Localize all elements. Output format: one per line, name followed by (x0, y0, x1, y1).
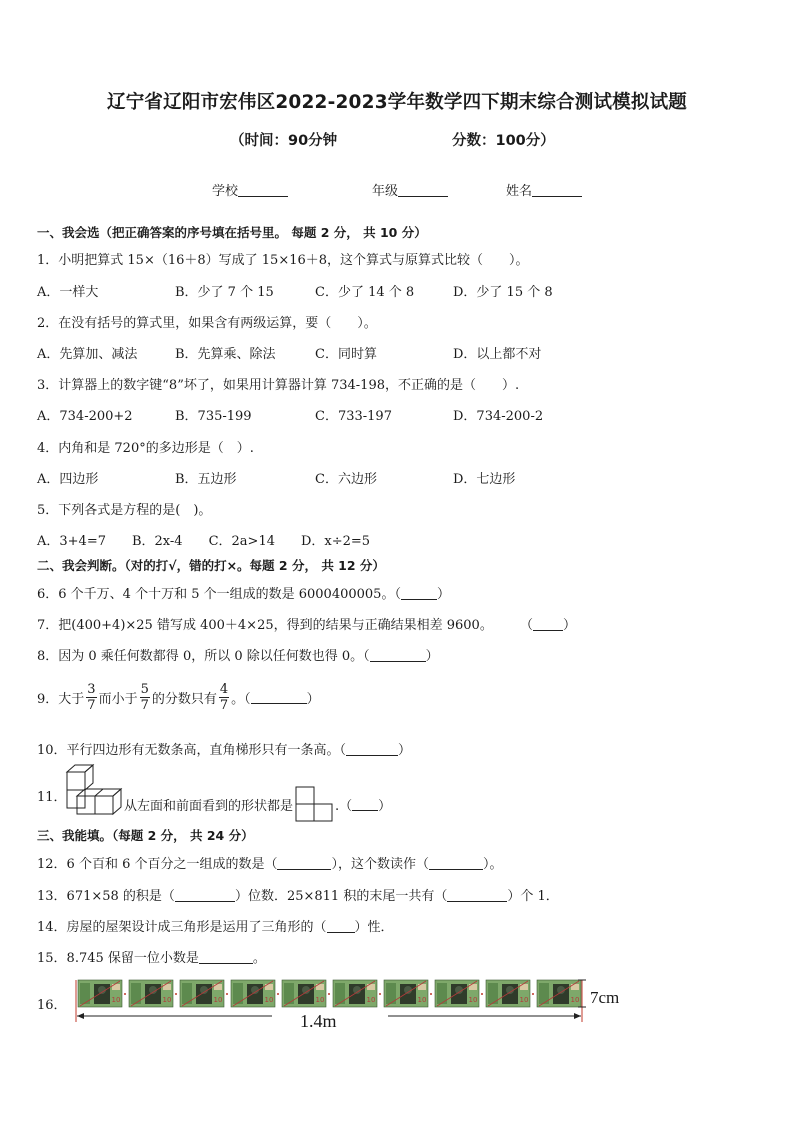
q2-option-b[interactable]: B．先算乘、除法 (175, 347, 276, 362)
length-label: 1.4m (300, 1011, 337, 1031)
q6-text: 6．6 个千万、4 个十万和 5 个一组成的数是 6000400005。（ (37, 587, 401, 602)
question-14 (37, 916, 394, 935)
page-title: 辽宁省辽阳市宏伟区2022-2023学年数学四下期末综合测试模拟试题 (107, 92, 687, 113)
q9-mid2: 的分数只有 (151, 692, 217, 707)
q1-option-c[interactable]: C．少了 14 个 8 (315, 285, 415, 300)
q13-c: ）个 1． (507, 889, 559, 904)
q12-blank-1[interactable] (277, 857, 331, 870)
grade-field[interactable] (372, 180, 448, 199)
name-label: 姓名 (506, 184, 533, 199)
q11-answer-blank[interactable] (352, 798, 378, 811)
q6-answer-blank[interactable] (401, 587, 437, 600)
frac1-numerator: 3 (87, 682, 96, 697)
q15-blank[interactable] (199, 951, 253, 964)
fraction-4-7 (219, 682, 229, 713)
q7-text: 7．把(400+4)×25 错写成 400＋4×25，得到的结果与正确结果相差 9600。 (37, 618, 493, 633)
q12-a: 12．6 个百和 6 个百分之一组成的数是（ (37, 857, 278, 872)
q12-c: ）。 (483, 857, 503, 872)
grade-label: 年级 (372, 184, 399, 199)
section-2-heading: 二、我会判断。（对的打√，错的打×。每题 2 分， 共 12 分） (37, 558, 385, 573)
q9-answer-blank[interactable] (251, 691, 307, 704)
q10-answer-blank[interactable] (346, 743, 398, 756)
q7-answer-blank[interactable] (533, 618, 563, 631)
q14-blank[interactable] (327, 920, 355, 933)
q4-option-c[interactable]: C．六边形 (315, 472, 377, 487)
frac3-denominator: 7 (219, 698, 229, 713)
frac2-denominator: 7 (140, 698, 149, 713)
q9-pre: 9．大于 (37, 692, 85, 707)
cube-stack-figure (64, 762, 124, 816)
name-field[interactable] (506, 180, 582, 199)
fraction-5-7 (140, 682, 150, 713)
frac3-numerator: 4 (219, 682, 229, 697)
question-5: 5．下列各式是方程的是( )。 (37, 503, 212, 518)
q9-post: 。（ (231, 692, 251, 707)
q1-option-b[interactable]: B．少了 7 个 15 (175, 285, 274, 300)
q15-a: 15．8.745 保留一位小数是 (37, 951, 199, 966)
q8-close: ） (425, 649, 439, 664)
q3-option-c[interactable]: C．733-197 (315, 409, 392, 424)
q11-number: 11． (37, 790, 67, 805)
q11-text: 从左面和前面看到的形状都是 (124, 798, 294, 814)
q2-option-c[interactable]: C．同时算 (315, 347, 377, 362)
school-label: 学校 (212, 184, 239, 199)
q10-text: 10．平行四边形有无数条高，直角梯形只有一条高。（ (37, 743, 347, 758)
section-1-heading: 一、我会选（把正确答案的序号填在括号里。 每题 2 分， 共 10 分） (37, 225, 427, 240)
question-15 (37, 947, 266, 966)
question-6 (37, 583, 450, 602)
q6-close: ） (436, 587, 450, 602)
q9-close: ） (306, 692, 320, 707)
question-2: 2．在没有括号的算式里，如果含有两级运算，要（ ）。 (37, 316, 377, 331)
question-1: 1．小明把算式 15×（16＋8）写成了 15×16＋8，这个算式与原算式比较（ ）。 (37, 253, 529, 268)
question-12 (37, 853, 503, 872)
q8-answer-blank[interactable] (370, 649, 426, 662)
q15-b: 。 (252, 951, 266, 966)
q3-option-d[interactable]: D．734-200-2 (453, 409, 544, 424)
q8-text: 8．因为 0 乘任何数都得 0，所以 0 除以任何数也得 0。（ (37, 649, 370, 664)
q4-option-b[interactable]: B．五边形 (175, 472, 237, 487)
exam-time: （时间：90分钟 (230, 133, 338, 149)
exam-score: 分数：100分） (452, 133, 555, 149)
l-shape-view-figure (295, 786, 333, 822)
q7-answer (520, 614, 576, 633)
q5-options[interactable]: A．3+4=7 B．2x-4 C．2a>14 D．x÷2=5 (37, 534, 371, 549)
q13-blank-1[interactable] (175, 889, 235, 902)
q13-b: ）位数．25×811 积的末尾一共有（ (234, 889, 448, 904)
banknote-strip-figure (72, 976, 632, 1036)
q9-mid: 而小于 (98, 692, 138, 707)
question-4: 4．内角和是 720°的多边形是（ ）. (37, 441, 254, 456)
name-blank[interactable] (532, 182, 582, 197)
q1-option-d[interactable]: D．少了 15 个 8 (453, 285, 553, 300)
q2-option-a[interactable]: A．先算加、减法 (37, 347, 138, 362)
q2-option-d[interactable]: D．以上都不对 (453, 347, 542, 362)
q10-close: ） (398, 743, 412, 758)
question-10 (37, 739, 411, 758)
q7-open: （ (520, 618, 534, 633)
q12-blank-2[interactable] (429, 857, 483, 870)
question-13 (37, 885, 559, 904)
q1-option-a[interactable]: A．一样大 (37, 285, 99, 300)
q4-option-a[interactable]: A．四边形 (37, 472, 99, 487)
q13-a: 13．671×58 的积是（ (37, 889, 175, 904)
height-label: 7cm (590, 988, 620, 1007)
question-9 (37, 682, 320, 713)
q3-option-a[interactable]: A．734-200+2 (37, 409, 133, 424)
q13-blank-2[interactable] (447, 889, 507, 902)
frac1-denominator: 7 (87, 698, 96, 713)
q12-b: ），这个数读作（ (331, 857, 429, 872)
question-3: 3．计算器上的数字键“8”坏了，如果用计算器计算 734-198，不正确的是（ ）. (37, 378, 520, 393)
question-8 (37, 645, 439, 664)
q14-b: ）性． (354, 920, 394, 935)
section-3-heading: 三、我能填。（每题 2 分， 共 24 分） (37, 828, 254, 843)
q11-close: ） (378, 798, 392, 814)
frac2-numerator: 5 (140, 682, 149, 697)
question-7 (37, 614, 493, 633)
q7-close: ） (563, 618, 577, 633)
fraction-3-7 (86, 682, 96, 713)
q4-option-d[interactable]: D．七边形 (453, 472, 516, 487)
school-field[interactable] (212, 180, 288, 199)
grade-blank[interactable] (398, 182, 448, 197)
school-blank[interactable] (238, 182, 288, 197)
q14-a: 14．房屋的屋架设计成三角形是运用了三角形的（ (37, 920, 327, 935)
question-11 (124, 786, 391, 822)
q16-number: 16． (37, 998, 67, 1013)
q3-option-b[interactable]: B．735-199 (175, 409, 252, 424)
q11-post: .（ (335, 798, 353, 814)
